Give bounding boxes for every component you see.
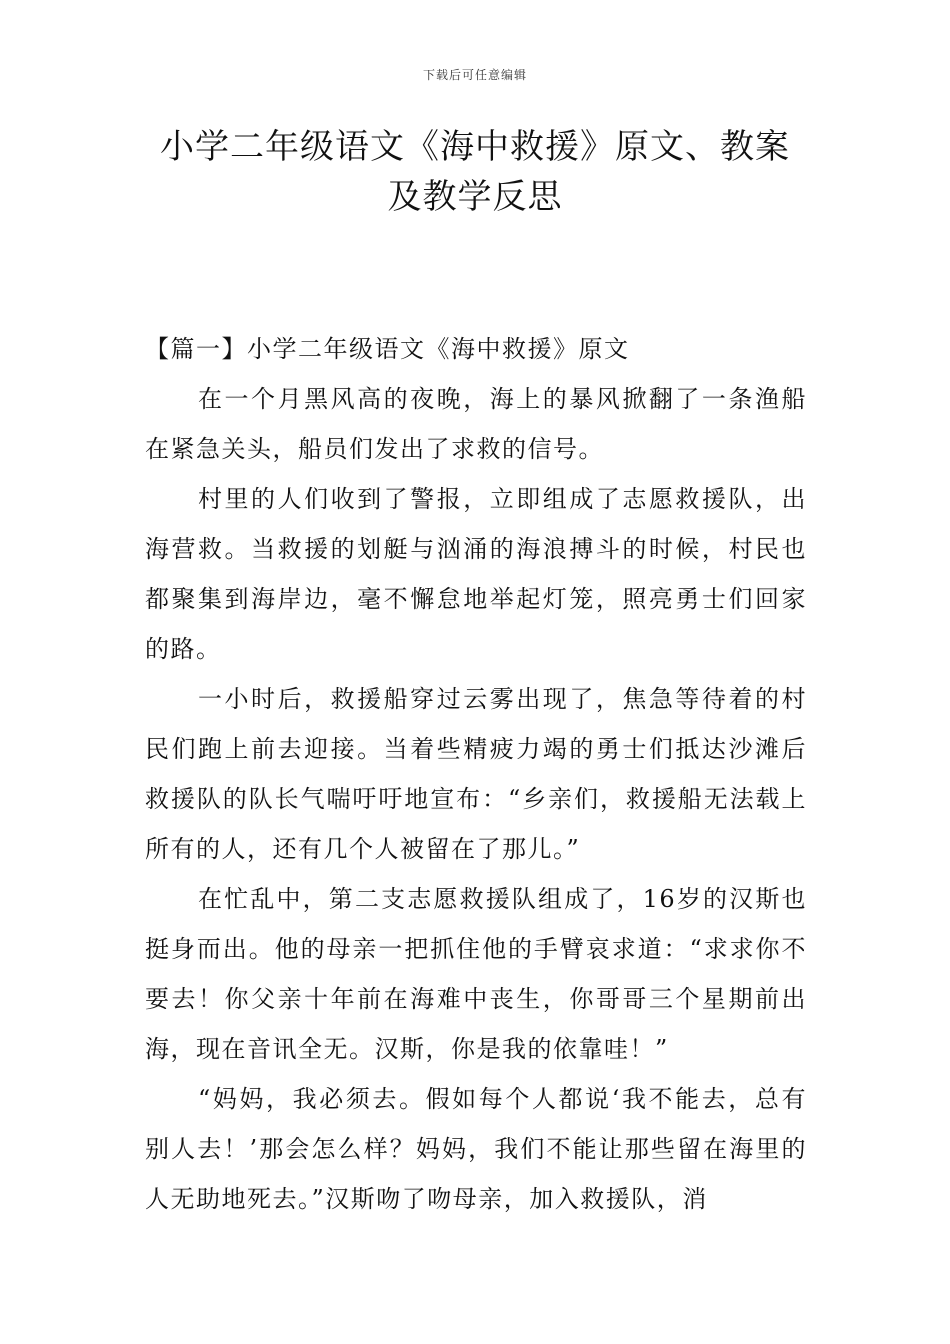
header-note: 下载后可任意编辑 [422, 68, 527, 82]
paragraph: 在忙乱中，第二支志愿救援队组成了，16岁的汉斯也挺身而出。他的母亲一把抓住他的手臂哀求道：“求求你不要去！你父亲十年前在海难中丧生，你哥哥三个星期前出海，现在音讯全无。汉斯，你是我的依靠哇！” [145, 885, 807, 1063]
section-heading: 【篇一】小学二年级语文《海中救援》原文 [145, 335, 630, 363]
paragraph: 在一个月黑风高的夜晚，海上的暴风掀翻了一条渔船在紧急关头，船员们发出了求救的信号。 [145, 385, 807, 463]
paragraph: “妈妈，我必须去。假如每个人都说‘我不能去，总有别人去！’那会怎么样？妈妈，我们不能让那些留在海里的人无助地死去。”汉斯吻了吻母亲，加入救援队，消 [145, 1085, 807, 1213]
paragraph: 村里的人们收到了警报，立即组成了志愿救援队，出海营救。当救援的划艇与汹涌的海浪搏斗的时候，村民也都聚集到海岸边，毫不懈怠地举起灯笼，照亮勇士们回家的路。 [145, 485, 807, 663]
paragraph: 一小时后，救援船穿过云雾出现了，焦急等待着的村民们跑上前去迎接。当着些精疲力竭的勇士们抵达沙滩后救援队的队长气喘吁吁地宣布：“乡亲们，救援船无法载上所有的人，还有几个人被留在了那儿。” [145, 685, 807, 863]
document-body [145, 324, 807, 1224]
document-title: 小学二年级语文《海中救援》原文、教案及教学反思 [160, 127, 790, 217]
